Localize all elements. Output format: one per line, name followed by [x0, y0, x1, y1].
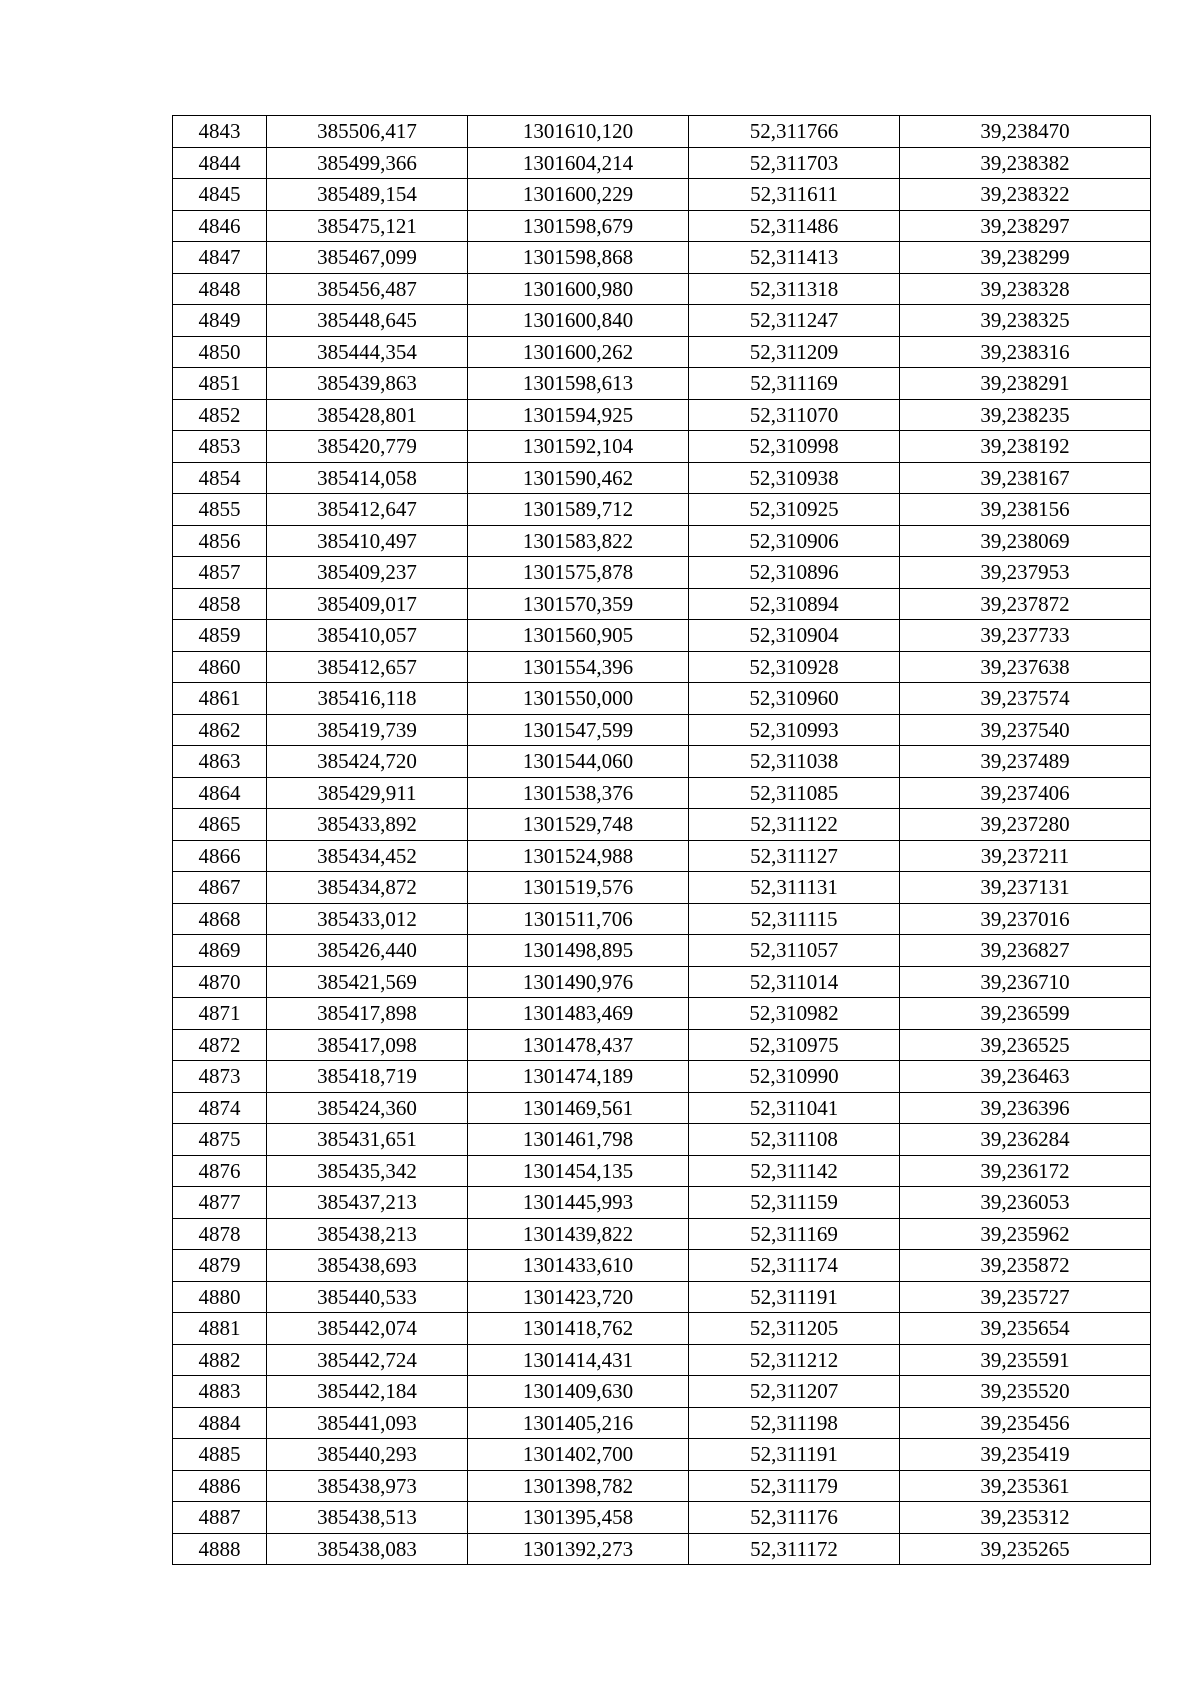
longitude-cell: 39,236827 [900, 935, 1151, 967]
x-coordinate-cell: 385499,366 [267, 147, 468, 179]
y-coordinate-cell: 1301511,706 [468, 903, 689, 935]
table-row [173, 903, 1151, 935]
y-coordinate-cell: 1301600,840 [468, 305, 689, 337]
y-coordinate-cell: 1301454,135 [468, 1155, 689, 1187]
table-row [173, 557, 1151, 589]
x-coordinate-cell: 385489,154 [267, 179, 468, 211]
table-row [173, 935, 1151, 967]
x-coordinate-cell: 385433,892 [267, 809, 468, 841]
latitude-cell: 52,311413 [689, 242, 900, 274]
table-row [173, 714, 1151, 746]
y-coordinate-cell: 1301570,359 [468, 588, 689, 620]
latitude-cell: 52,311486 [689, 210, 900, 242]
point-number-cell: 4875 [173, 1124, 267, 1156]
table-row [173, 1124, 1151, 1156]
table-row [173, 462, 1151, 494]
point-number-cell: 4868 [173, 903, 267, 935]
y-coordinate-cell: 1301402,700 [468, 1439, 689, 1471]
x-coordinate-cell: 385431,651 [267, 1124, 468, 1156]
point-number-cell: 4856 [173, 525, 267, 557]
y-coordinate-cell: 1301544,060 [468, 746, 689, 778]
longitude-cell: 39,237016 [900, 903, 1151, 935]
x-coordinate-cell: 385438,213 [267, 1218, 468, 1250]
latitude-cell: 52,310960 [689, 683, 900, 715]
table-row [173, 336, 1151, 368]
y-coordinate-cell: 1301604,214 [468, 147, 689, 179]
latitude-cell: 52,311179 [689, 1470, 900, 1502]
y-coordinate-cell: 1301583,822 [468, 525, 689, 557]
y-coordinate-cell: 1301474,189 [468, 1061, 689, 1093]
table-row [173, 179, 1151, 211]
y-coordinate-cell: 1301445,993 [468, 1187, 689, 1219]
longitude-cell: 39,237574 [900, 683, 1151, 715]
latitude-cell: 52,311127 [689, 840, 900, 872]
point-number-cell: 4852 [173, 399, 267, 431]
latitude-cell: 52,311198 [689, 1407, 900, 1439]
longitude-cell: 39,235312 [900, 1502, 1151, 1534]
latitude-cell: 52,311169 [689, 1218, 900, 1250]
y-coordinate-cell: 1301392,273 [468, 1533, 689, 1565]
x-coordinate-cell: 385418,719 [267, 1061, 468, 1093]
point-number-cell: 4861 [173, 683, 267, 715]
latitude-cell: 52,311057 [689, 935, 900, 967]
point-number-cell: 4848 [173, 273, 267, 305]
x-coordinate-cell: 385441,093 [267, 1407, 468, 1439]
point-number-cell: 4867 [173, 872, 267, 904]
table-row [173, 273, 1151, 305]
table-row [173, 1502, 1151, 1534]
longitude-cell: 39,235872 [900, 1250, 1151, 1282]
longitude-cell: 39,238328 [900, 273, 1151, 305]
point-number-cell: 4862 [173, 714, 267, 746]
latitude-cell: 52,311122 [689, 809, 900, 841]
y-coordinate-cell: 1301461,798 [468, 1124, 689, 1156]
x-coordinate-cell: 385420,779 [267, 431, 468, 463]
y-coordinate-cell: 1301418,762 [468, 1313, 689, 1345]
latitude-cell: 52,311191 [689, 1439, 900, 1471]
x-coordinate-cell: 385426,440 [267, 935, 468, 967]
latitude-cell: 52,311318 [689, 273, 900, 305]
latitude-cell: 52,311038 [689, 746, 900, 778]
x-coordinate-cell: 385438,693 [267, 1250, 468, 1282]
longitude-cell: 39,235419 [900, 1439, 1151, 1471]
y-coordinate-cell: 1301560,905 [468, 620, 689, 652]
latitude-cell: 52,311247 [689, 305, 900, 337]
longitude-cell: 39,236053 [900, 1187, 1151, 1219]
latitude-cell: 52,311070 [689, 399, 900, 431]
x-coordinate-cell: 385409,017 [267, 588, 468, 620]
y-coordinate-cell: 1301469,561 [468, 1092, 689, 1124]
latitude-cell: 52,311176 [689, 1502, 900, 1534]
point-number-cell: 4882 [173, 1344, 267, 1376]
y-coordinate-cell: 1301554,396 [468, 651, 689, 683]
point-number-cell: 4871 [173, 998, 267, 1030]
point-number-cell: 4876 [173, 1155, 267, 1187]
point-number-cell: 4854 [173, 462, 267, 494]
point-number-cell: 4888 [173, 1533, 267, 1565]
latitude-cell: 52,310928 [689, 651, 900, 683]
coordinates-table-body [173, 116, 1151, 1565]
y-coordinate-cell: 1301524,988 [468, 840, 689, 872]
latitude-cell: 52,310906 [689, 525, 900, 557]
x-coordinate-cell: 385428,801 [267, 399, 468, 431]
x-coordinate-cell: 385409,237 [267, 557, 468, 589]
longitude-cell: 39,237733 [900, 620, 1151, 652]
table-row [173, 840, 1151, 872]
point-number-cell: 4843 [173, 116, 267, 148]
latitude-cell: 52,311172 [689, 1533, 900, 1565]
table-row [173, 1029, 1151, 1061]
longitude-cell: 39,238156 [900, 494, 1151, 526]
y-coordinate-cell: 1301589,712 [468, 494, 689, 526]
x-coordinate-cell: 385456,487 [267, 273, 468, 305]
x-coordinate-cell: 385412,657 [267, 651, 468, 683]
point-number-cell: 4855 [173, 494, 267, 526]
point-number-cell: 4849 [173, 305, 267, 337]
longitude-cell: 39,238325 [900, 305, 1151, 337]
longitude-cell: 39,235654 [900, 1313, 1151, 1345]
y-coordinate-cell: 1301575,878 [468, 557, 689, 589]
latitude-cell: 52,311766 [689, 116, 900, 148]
table-row [173, 305, 1151, 337]
point-number-cell: 4851 [173, 368, 267, 400]
table-row [173, 872, 1151, 904]
y-coordinate-cell: 1301409,630 [468, 1376, 689, 1408]
latitude-cell: 52,311207 [689, 1376, 900, 1408]
longitude-cell: 39,236710 [900, 966, 1151, 998]
y-coordinate-cell: 1301600,229 [468, 179, 689, 211]
latitude-cell: 52,311611 [689, 179, 900, 211]
table-row [173, 1155, 1151, 1187]
y-coordinate-cell: 1301398,782 [468, 1470, 689, 1502]
x-coordinate-cell: 385438,083 [267, 1533, 468, 1565]
longitude-cell: 39,235591 [900, 1344, 1151, 1376]
longitude-cell: 39,238316 [900, 336, 1151, 368]
x-coordinate-cell: 385440,293 [267, 1439, 468, 1471]
longitude-cell: 39,236599 [900, 998, 1151, 1030]
latitude-cell: 52,311703 [689, 147, 900, 179]
latitude-cell: 52,311014 [689, 966, 900, 998]
table-row [173, 1313, 1151, 1345]
table-row [173, 1439, 1151, 1471]
longitude-cell: 39,237211 [900, 840, 1151, 872]
point-number-cell: 4846 [173, 210, 267, 242]
x-coordinate-cell: 385434,452 [267, 840, 468, 872]
point-number-cell: 4866 [173, 840, 267, 872]
y-coordinate-cell: 1301529,748 [468, 809, 689, 841]
longitude-cell: 39,238235 [900, 399, 1151, 431]
point-number-cell: 4886 [173, 1470, 267, 1502]
point-number-cell: 4887 [173, 1502, 267, 1534]
y-coordinate-cell: 1301483,469 [468, 998, 689, 1030]
point-number-cell: 4880 [173, 1281, 267, 1313]
latitude-cell: 52,311209 [689, 336, 900, 368]
table-row [173, 147, 1151, 179]
x-coordinate-cell: 385412,647 [267, 494, 468, 526]
latitude-cell: 52,310982 [689, 998, 900, 1030]
latitude-cell: 52,311205 [689, 1313, 900, 1345]
y-coordinate-cell: 1301598,613 [468, 368, 689, 400]
x-coordinate-cell: 385438,973 [267, 1470, 468, 1502]
point-number-cell: 4847 [173, 242, 267, 274]
y-coordinate-cell: 1301405,216 [468, 1407, 689, 1439]
longitude-cell: 39,237406 [900, 777, 1151, 809]
point-number-cell: 4881 [173, 1313, 267, 1345]
latitude-cell: 52,311142 [689, 1155, 900, 1187]
longitude-cell: 39,236396 [900, 1092, 1151, 1124]
longitude-cell: 39,235456 [900, 1407, 1151, 1439]
longitude-cell: 39,237540 [900, 714, 1151, 746]
longitude-cell: 39,235727 [900, 1281, 1151, 1313]
table-row [173, 1218, 1151, 1250]
x-coordinate-cell: 385410,057 [267, 620, 468, 652]
longitude-cell: 39,235361 [900, 1470, 1151, 1502]
x-coordinate-cell: 385419,739 [267, 714, 468, 746]
point-number-cell: 4869 [173, 935, 267, 967]
point-number-cell: 4865 [173, 809, 267, 841]
longitude-cell: 39,235265 [900, 1533, 1151, 1565]
y-coordinate-cell: 1301600,262 [468, 336, 689, 368]
x-coordinate-cell: 385421,569 [267, 966, 468, 998]
latitude-cell: 52,310938 [689, 462, 900, 494]
y-coordinate-cell: 1301547,599 [468, 714, 689, 746]
point-number-cell: 4859 [173, 620, 267, 652]
table-row [173, 242, 1151, 274]
table-row [173, 431, 1151, 463]
table-row [173, 1092, 1151, 1124]
table-row [173, 620, 1151, 652]
longitude-cell: 39,237872 [900, 588, 1151, 620]
table-row [173, 494, 1151, 526]
x-coordinate-cell: 385433,012 [267, 903, 468, 935]
table-row [173, 210, 1151, 242]
point-number-cell: 4857 [173, 557, 267, 589]
x-coordinate-cell: 385416,118 [267, 683, 468, 715]
table-row [173, 1376, 1151, 1408]
table-row [173, 683, 1151, 715]
point-number-cell: 4874 [173, 1092, 267, 1124]
point-number-cell: 4872 [173, 1029, 267, 1061]
table-row [173, 1250, 1151, 1282]
latitude-cell: 52,310894 [689, 588, 900, 620]
x-coordinate-cell: 385442,074 [267, 1313, 468, 1345]
longitude-cell: 39,238167 [900, 462, 1151, 494]
point-number-cell: 4850 [173, 336, 267, 368]
x-coordinate-cell: 385437,213 [267, 1187, 468, 1219]
x-coordinate-cell: 385475,121 [267, 210, 468, 242]
point-number-cell: 4858 [173, 588, 267, 620]
point-number-cell: 4844 [173, 147, 267, 179]
table-row [173, 116, 1151, 148]
x-coordinate-cell: 385448,645 [267, 305, 468, 337]
latitude-cell: 52,311212 [689, 1344, 900, 1376]
longitude-cell: 39,237489 [900, 746, 1151, 778]
longitude-cell: 39,238069 [900, 525, 1151, 557]
point-number-cell: 4873 [173, 1061, 267, 1093]
point-number-cell: 4879 [173, 1250, 267, 1282]
x-coordinate-cell: 385440,533 [267, 1281, 468, 1313]
point-number-cell: 4883 [173, 1376, 267, 1408]
table-row [173, 1533, 1151, 1565]
longitude-cell: 39,236172 [900, 1155, 1151, 1187]
x-coordinate-cell: 385438,513 [267, 1502, 468, 1534]
longitude-cell: 39,237131 [900, 872, 1151, 904]
longitude-cell: 39,238322 [900, 179, 1151, 211]
longitude-cell: 39,238297 [900, 210, 1151, 242]
longitude-cell: 39,238192 [900, 431, 1151, 463]
table-row [173, 746, 1151, 778]
x-coordinate-cell: 385417,098 [267, 1029, 468, 1061]
longitude-cell: 39,238382 [900, 147, 1151, 179]
x-coordinate-cell: 385442,184 [267, 1376, 468, 1408]
table-row [173, 1344, 1151, 1376]
table-row [173, 809, 1151, 841]
latitude-cell: 52,311115 [689, 903, 900, 935]
table-row [173, 1187, 1151, 1219]
y-coordinate-cell: 1301423,720 [468, 1281, 689, 1313]
y-coordinate-cell: 1301478,437 [468, 1029, 689, 1061]
latitude-cell: 52,310904 [689, 620, 900, 652]
longitude-cell: 39,237953 [900, 557, 1151, 589]
longitude-cell: 39,235520 [900, 1376, 1151, 1408]
point-number-cell: 4853 [173, 431, 267, 463]
longitude-cell: 39,237280 [900, 809, 1151, 841]
x-coordinate-cell: 385435,342 [267, 1155, 468, 1187]
latitude-cell: 52,311131 [689, 872, 900, 904]
y-coordinate-cell: 1301414,431 [468, 1344, 689, 1376]
point-number-cell: 4863 [173, 746, 267, 778]
longitude-cell: 39,237638 [900, 651, 1151, 683]
table-row [173, 651, 1151, 683]
x-coordinate-cell: 385506,417 [267, 116, 468, 148]
table-row [173, 1407, 1151, 1439]
y-coordinate-cell: 1301433,610 [468, 1250, 689, 1282]
longitude-cell: 39,236463 [900, 1061, 1151, 1093]
latitude-cell: 52,310925 [689, 494, 900, 526]
table-row [173, 1470, 1151, 1502]
latitude-cell: 52,311041 [689, 1092, 900, 1124]
longitude-cell: 39,235962 [900, 1218, 1151, 1250]
x-coordinate-cell: 385424,720 [267, 746, 468, 778]
table-row [173, 399, 1151, 431]
y-coordinate-cell: 1301395,458 [468, 1502, 689, 1534]
y-coordinate-cell: 1301498,895 [468, 935, 689, 967]
y-coordinate-cell: 1301592,104 [468, 431, 689, 463]
y-coordinate-cell: 1301594,925 [468, 399, 689, 431]
x-coordinate-cell: 385417,898 [267, 998, 468, 1030]
longitude-cell: 39,236284 [900, 1124, 1151, 1156]
point-number-cell: 4860 [173, 651, 267, 683]
point-number-cell: 4845 [173, 179, 267, 211]
table-row [173, 777, 1151, 809]
table-row [173, 966, 1151, 998]
point-number-cell: 4877 [173, 1187, 267, 1219]
latitude-cell: 52,311108 [689, 1124, 900, 1156]
latitude-cell: 52,311085 [689, 777, 900, 809]
table-row [173, 368, 1151, 400]
y-coordinate-cell: 1301439,822 [468, 1218, 689, 1250]
x-coordinate-cell: 385439,863 [267, 368, 468, 400]
table-row [173, 525, 1151, 557]
y-coordinate-cell: 1301519,576 [468, 872, 689, 904]
x-coordinate-cell: 385414,058 [267, 462, 468, 494]
x-coordinate-cell: 385410,497 [267, 525, 468, 557]
x-coordinate-cell: 385467,099 [267, 242, 468, 274]
y-coordinate-cell: 1301490,976 [468, 966, 689, 998]
y-coordinate-cell: 1301600,980 [468, 273, 689, 305]
latitude-cell: 52,311174 [689, 1250, 900, 1282]
latitude-cell: 52,311169 [689, 368, 900, 400]
x-coordinate-cell: 385424,360 [267, 1092, 468, 1124]
point-number-cell: 4885 [173, 1439, 267, 1471]
longitude-cell: 39,236525 [900, 1029, 1151, 1061]
latitude-cell: 52,310896 [689, 557, 900, 589]
latitude-cell: 52,310990 [689, 1061, 900, 1093]
table-row [173, 998, 1151, 1030]
x-coordinate-cell: 385429,911 [267, 777, 468, 809]
latitude-cell: 52,311191 [689, 1281, 900, 1313]
latitude-cell: 52,310998 [689, 431, 900, 463]
y-coordinate-cell: 1301590,462 [468, 462, 689, 494]
y-coordinate-cell: 1301598,679 [468, 210, 689, 242]
point-number-cell: 4878 [173, 1218, 267, 1250]
y-coordinate-cell: 1301538,376 [468, 777, 689, 809]
latitude-cell: 52,310993 [689, 714, 900, 746]
longitude-cell: 39,238470 [900, 116, 1151, 148]
x-coordinate-cell: 385442,724 [267, 1344, 468, 1376]
y-coordinate-cell: 1301598,868 [468, 242, 689, 274]
table-row [173, 1281, 1151, 1313]
x-coordinate-cell: 385434,872 [267, 872, 468, 904]
table-row [173, 1061, 1151, 1093]
longitude-cell: 39,238291 [900, 368, 1151, 400]
latitude-cell: 52,310975 [689, 1029, 900, 1061]
longitude-cell: 39,238299 [900, 242, 1151, 274]
point-number-cell: 4864 [173, 777, 267, 809]
y-coordinate-cell: 1301550,000 [468, 683, 689, 715]
y-coordinate-cell: 1301610,120 [468, 116, 689, 148]
latitude-cell: 52,311159 [689, 1187, 900, 1219]
coordinates-table [172, 115, 1151, 1565]
point-number-cell: 4870 [173, 966, 267, 998]
x-coordinate-cell: 385444,354 [267, 336, 468, 368]
table-row [173, 588, 1151, 620]
point-number-cell: 4884 [173, 1407, 267, 1439]
